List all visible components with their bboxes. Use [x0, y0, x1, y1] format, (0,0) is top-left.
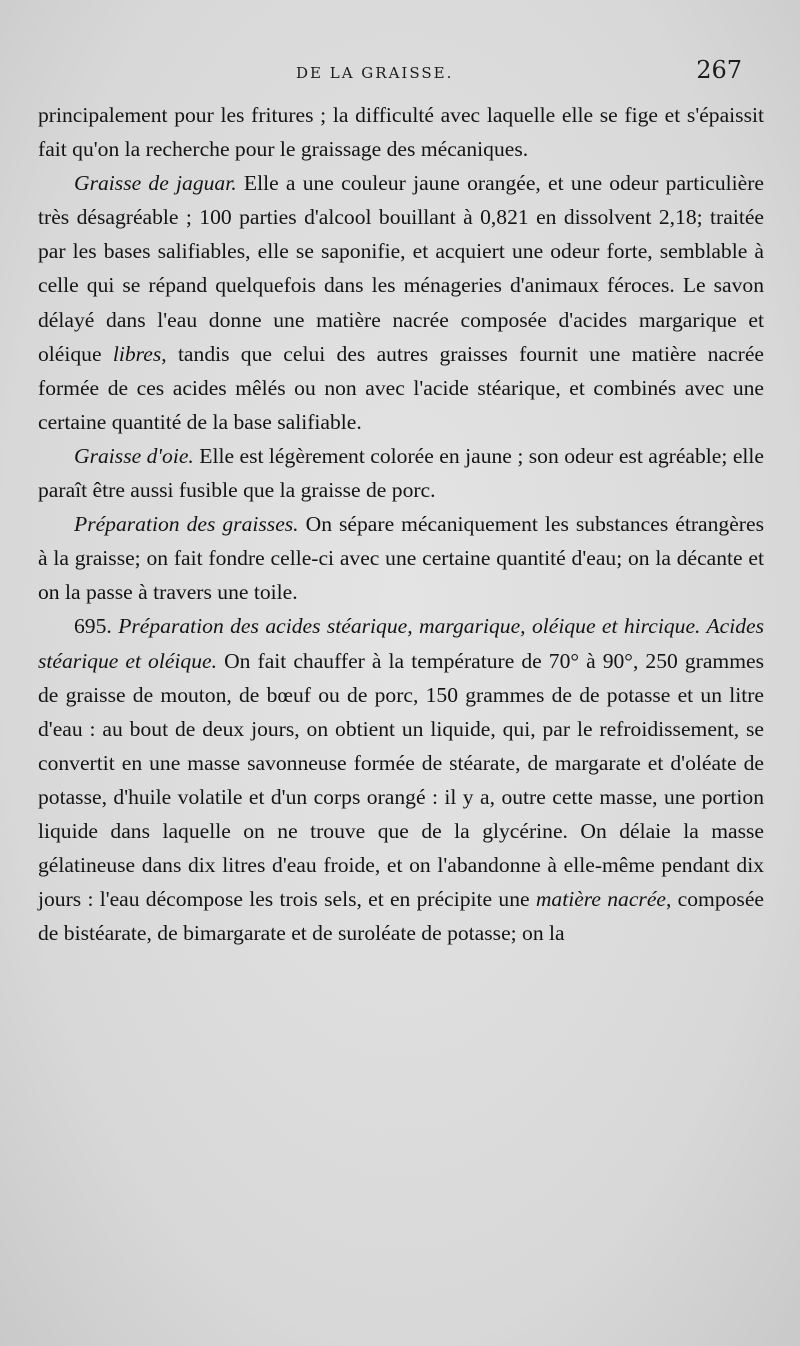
section-heading: Préparation des graisses.: [74, 512, 299, 537]
section-heading: Graisse de jaguar.: [74, 171, 237, 196]
page-header: [0, 54, 800, 94]
page-number: 267: [696, 56, 742, 84]
text-span: Elle a une couleur jaune orangée, et une odeur particulière très désagréable ; 100 parties d'alcool bouillant à 0,821 en dissolvent 2,18; traitée par les bases salifiables, elle se saponifie, et acquiert une odeur forte, semblable à celle qui se répand quelquefois dans les ménageries d'animaux féroces. Le savon délayé dans l'eau donne une matière nacrée composée d'acides margarique et oléique: [38, 171, 764, 366]
body-text: [38, 98, 764, 950]
section-heading: Graisse d'oie.: [74, 443, 194, 468]
paragraph-preparation-des-graisses: [38, 507, 764, 609]
text-span: Elle est légèrement colorée en jaune ; son odeur est agréable; elle paraît être aussi fusible que la graisse de porc.: [38, 443, 764, 503]
text-span: , composée de bistéarate, de bimargarate et de suroléate de potasse; on la: [38, 887, 764, 946]
emphasis: matière nacrée: [535, 887, 666, 912]
section-heading: Préparation des acides stéarique, margarique, oléique et hircique. Acides stéarique et oléique.: [38, 614, 765, 673]
paragraph-number: 695.: [74, 614, 119, 639]
text-span: , tandis que celui des autres graisses fournit une matière nacrée formée de ces acides mêlés ou non avec l'acide stéarique, et combinés avec une certaine quantité de la base salifiable.: [38, 341, 764, 434]
text-span: On fait chauffer à la température de 70° à 90°, 250 grammes de graisse de mouton, de bœuf ou de porc, 150 grammes de de potasse et un litre d'eau : au bout de deux jours, on obtient un liquide, qui, par le refroidissement, se convertit en une masse savonneuse formée de stéarate, de margarate et d'oléate de potasse, d'huile volatile et d'un corps orangé : il y a, outre cette masse, une portion liquide dans laquelle on ne trouve que de la glycérine. On délaie la masse gélatineuse dans dix litres d'eau froide, et on l'abandonne à elle-même pendant dix jours : l'eau décompose les trois sels, et en précipite une: [38, 648, 764, 912]
paragraph-695: [38, 609, 764, 950]
running-title: DE LA GRAISSE.: [296, 64, 454, 82]
paragraph-graisse-d-oie: [38, 439, 764, 507]
emphasis: libres: [112, 341, 162, 366]
text-span: principalement pour les fritures ; la difficulté avec laquelle elle se fige et s'épaissit fait qu'on la recherche pour le graissage des mécaniques.: [38, 103, 764, 162]
paragraph-fritures: [38, 98, 764, 166]
text-span: On sépare mécaniquement les substances étrangères à la graisse; on fait fondre celle-ci avec une certaine quantité d'eau; on la décante et on la passe à travers une toile.: [38, 512, 764, 605]
paragraph-graisse-de-jaguar: [38, 166, 764, 439]
